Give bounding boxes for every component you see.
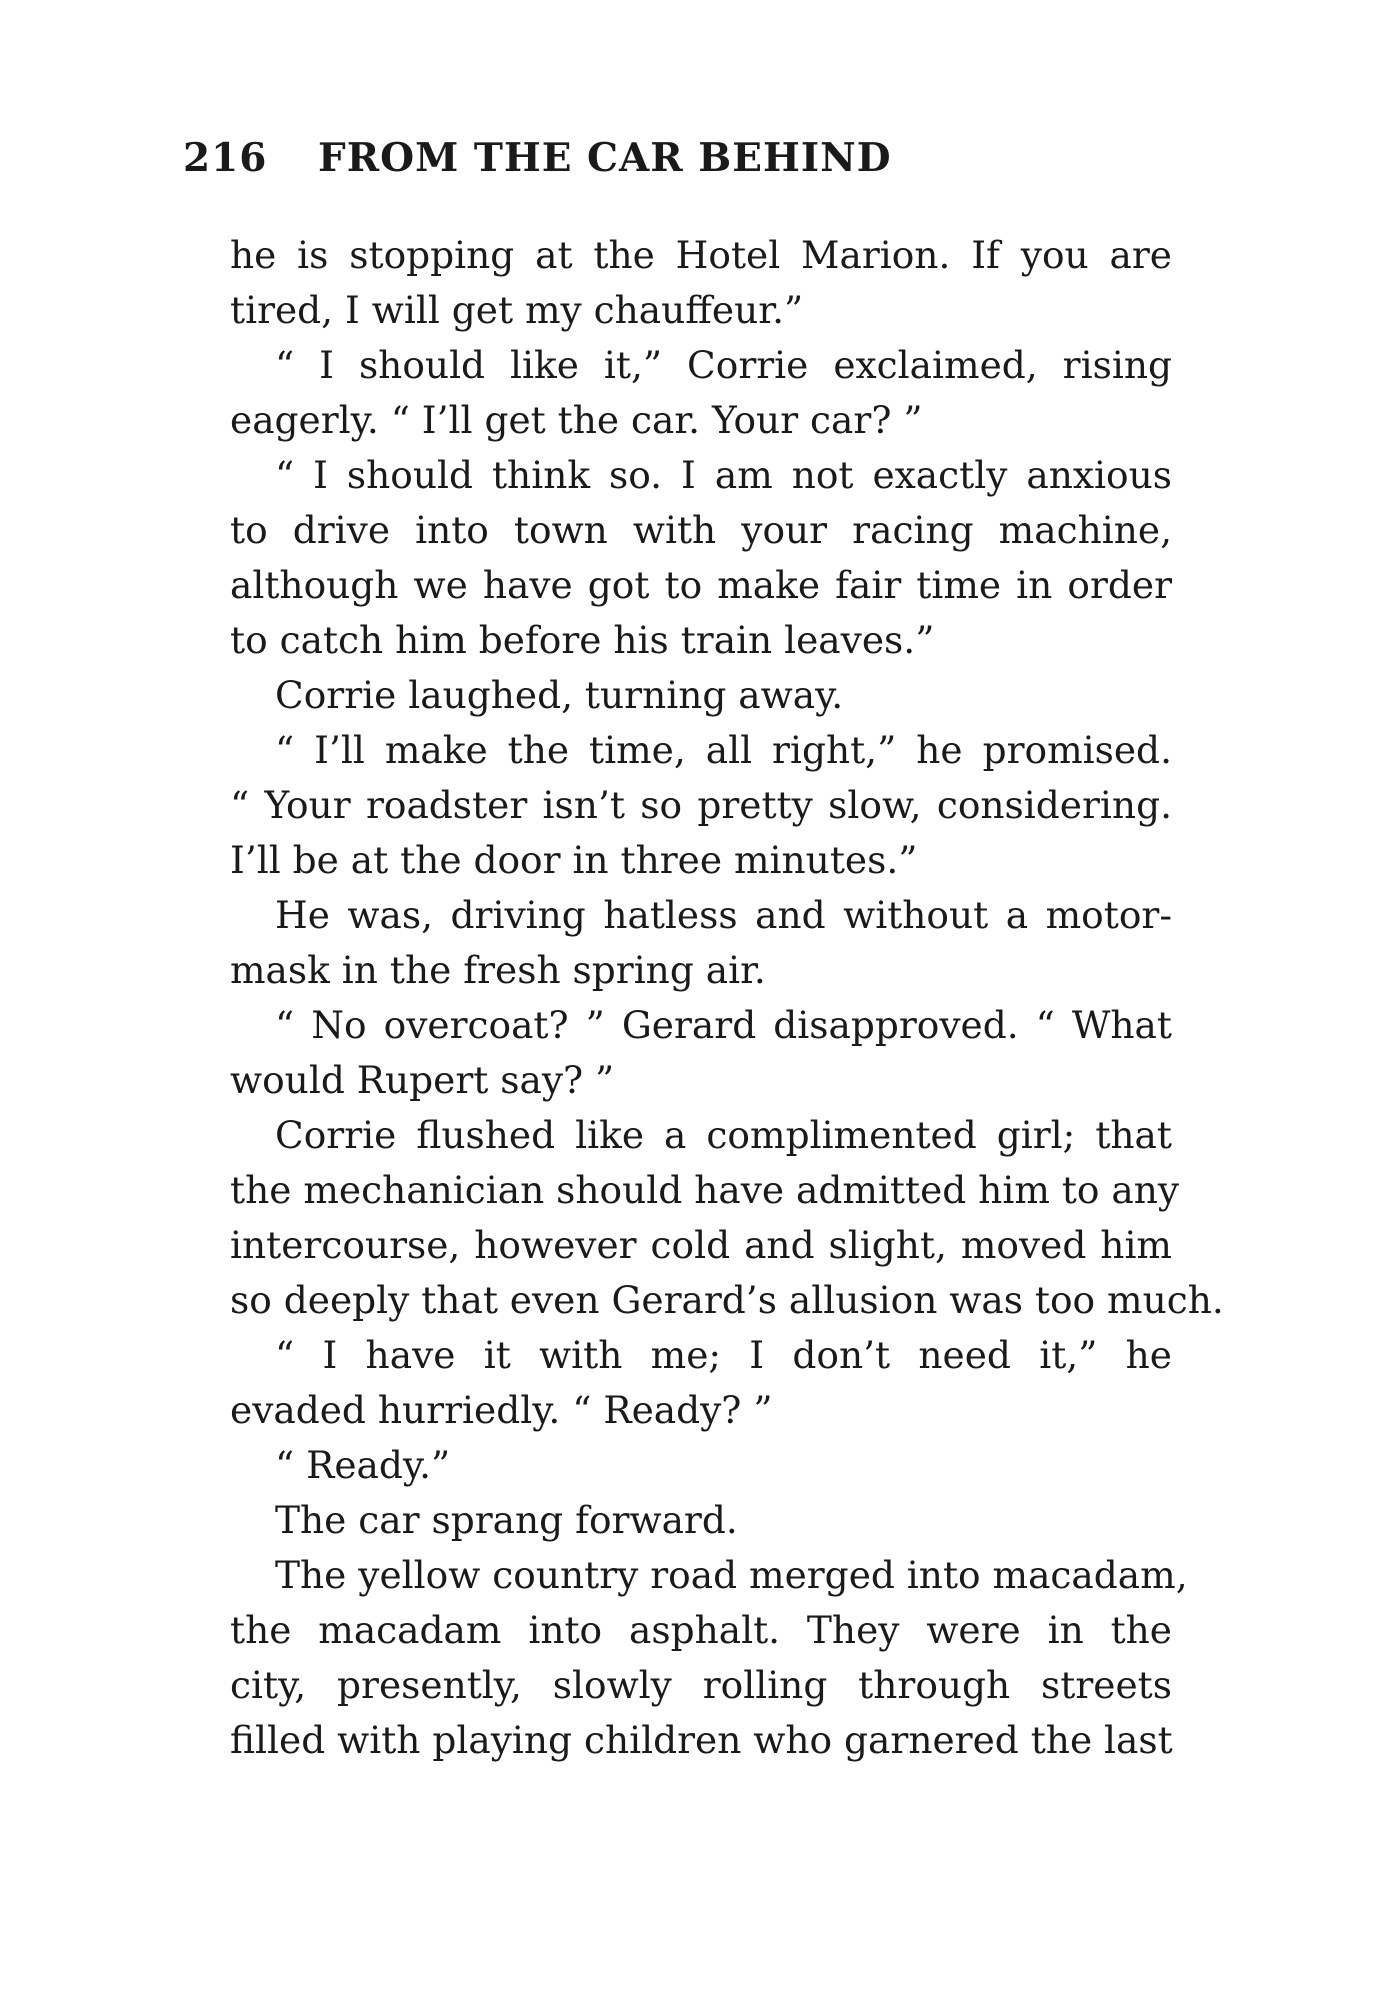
text-line: although we have got to make fair time in order	[230, 563, 1172, 607]
text-line: “ Ready.”	[275, 1443, 451, 1487]
text-line: “ I should like it,” Corrie exclaimed, rising	[275, 343, 1172, 387]
text-line: The car sprang forward.	[275, 1498, 738, 1542]
text-line: filled with playing children who garnered the last	[230, 1718, 1173, 1762]
text-line: the macadam into asphalt. They were in the	[230, 1608, 1172, 1652]
text-line: eagerly. “ I’ll get the car. Your car? ”	[230, 398, 923, 442]
text-line: so deeply that even Gerard’s allusion was too much.	[230, 1278, 1224, 1322]
text-line: Corrie laughed, turning away.	[275, 673, 844, 717]
text-line: would Rupert say? ”	[230, 1058, 615, 1102]
text-line: the mechanician should have admitted him to any	[230, 1168, 1180, 1212]
text-line: to catch him before his train leaves.”	[230, 618, 935, 662]
text-line: He was, driving hatless and without a motor-	[275, 893, 1172, 937]
text-line: Corrie flushed like a complimented girl; that	[275, 1113, 1172, 1157]
running-title: FROM THE CAR BEHIND	[318, 135, 892, 181]
text-line: city, presently, slowly rolling through streets	[230, 1663, 1172, 1707]
text-line: I’ll be at the door in three minutes.”	[230, 838, 918, 882]
text-line: evaded hurriedly. “ Ready? ”	[230, 1388, 773, 1432]
text-line: to drive into town with your racing machine,	[230, 508, 1172, 552]
text-line: tired, I will get my chauffeur.”	[230, 288, 804, 332]
text-line: “ I’ll make the time, all right,” he promised.	[275, 728, 1172, 772]
text-line: “ I should think so. I am not exactly anxious	[275, 453, 1172, 497]
text-line: “ Your roadster isn’t so pretty slow, considering.	[230, 783, 1172, 827]
text-line: mask in the fresh spring air.	[230, 948, 766, 992]
body-text	[230, 228, 1224, 1768]
text-line: “ No overcoat? ” Gerard disapproved. “ What	[275, 1003, 1172, 1047]
text-line: “ I have it with me; I don’t need it,” he	[275, 1333, 1172, 1377]
text-line: intercourse, however cold and slight, moved him	[230, 1223, 1172, 1267]
page-number: 216	[183, 135, 268, 181]
running-header	[183, 135, 892, 181]
text-line: he is stopping at the Hotel Marion. If you are	[230, 233, 1172, 277]
text-line: The yellow country road merged into macadam,	[275, 1553, 1188, 1597]
